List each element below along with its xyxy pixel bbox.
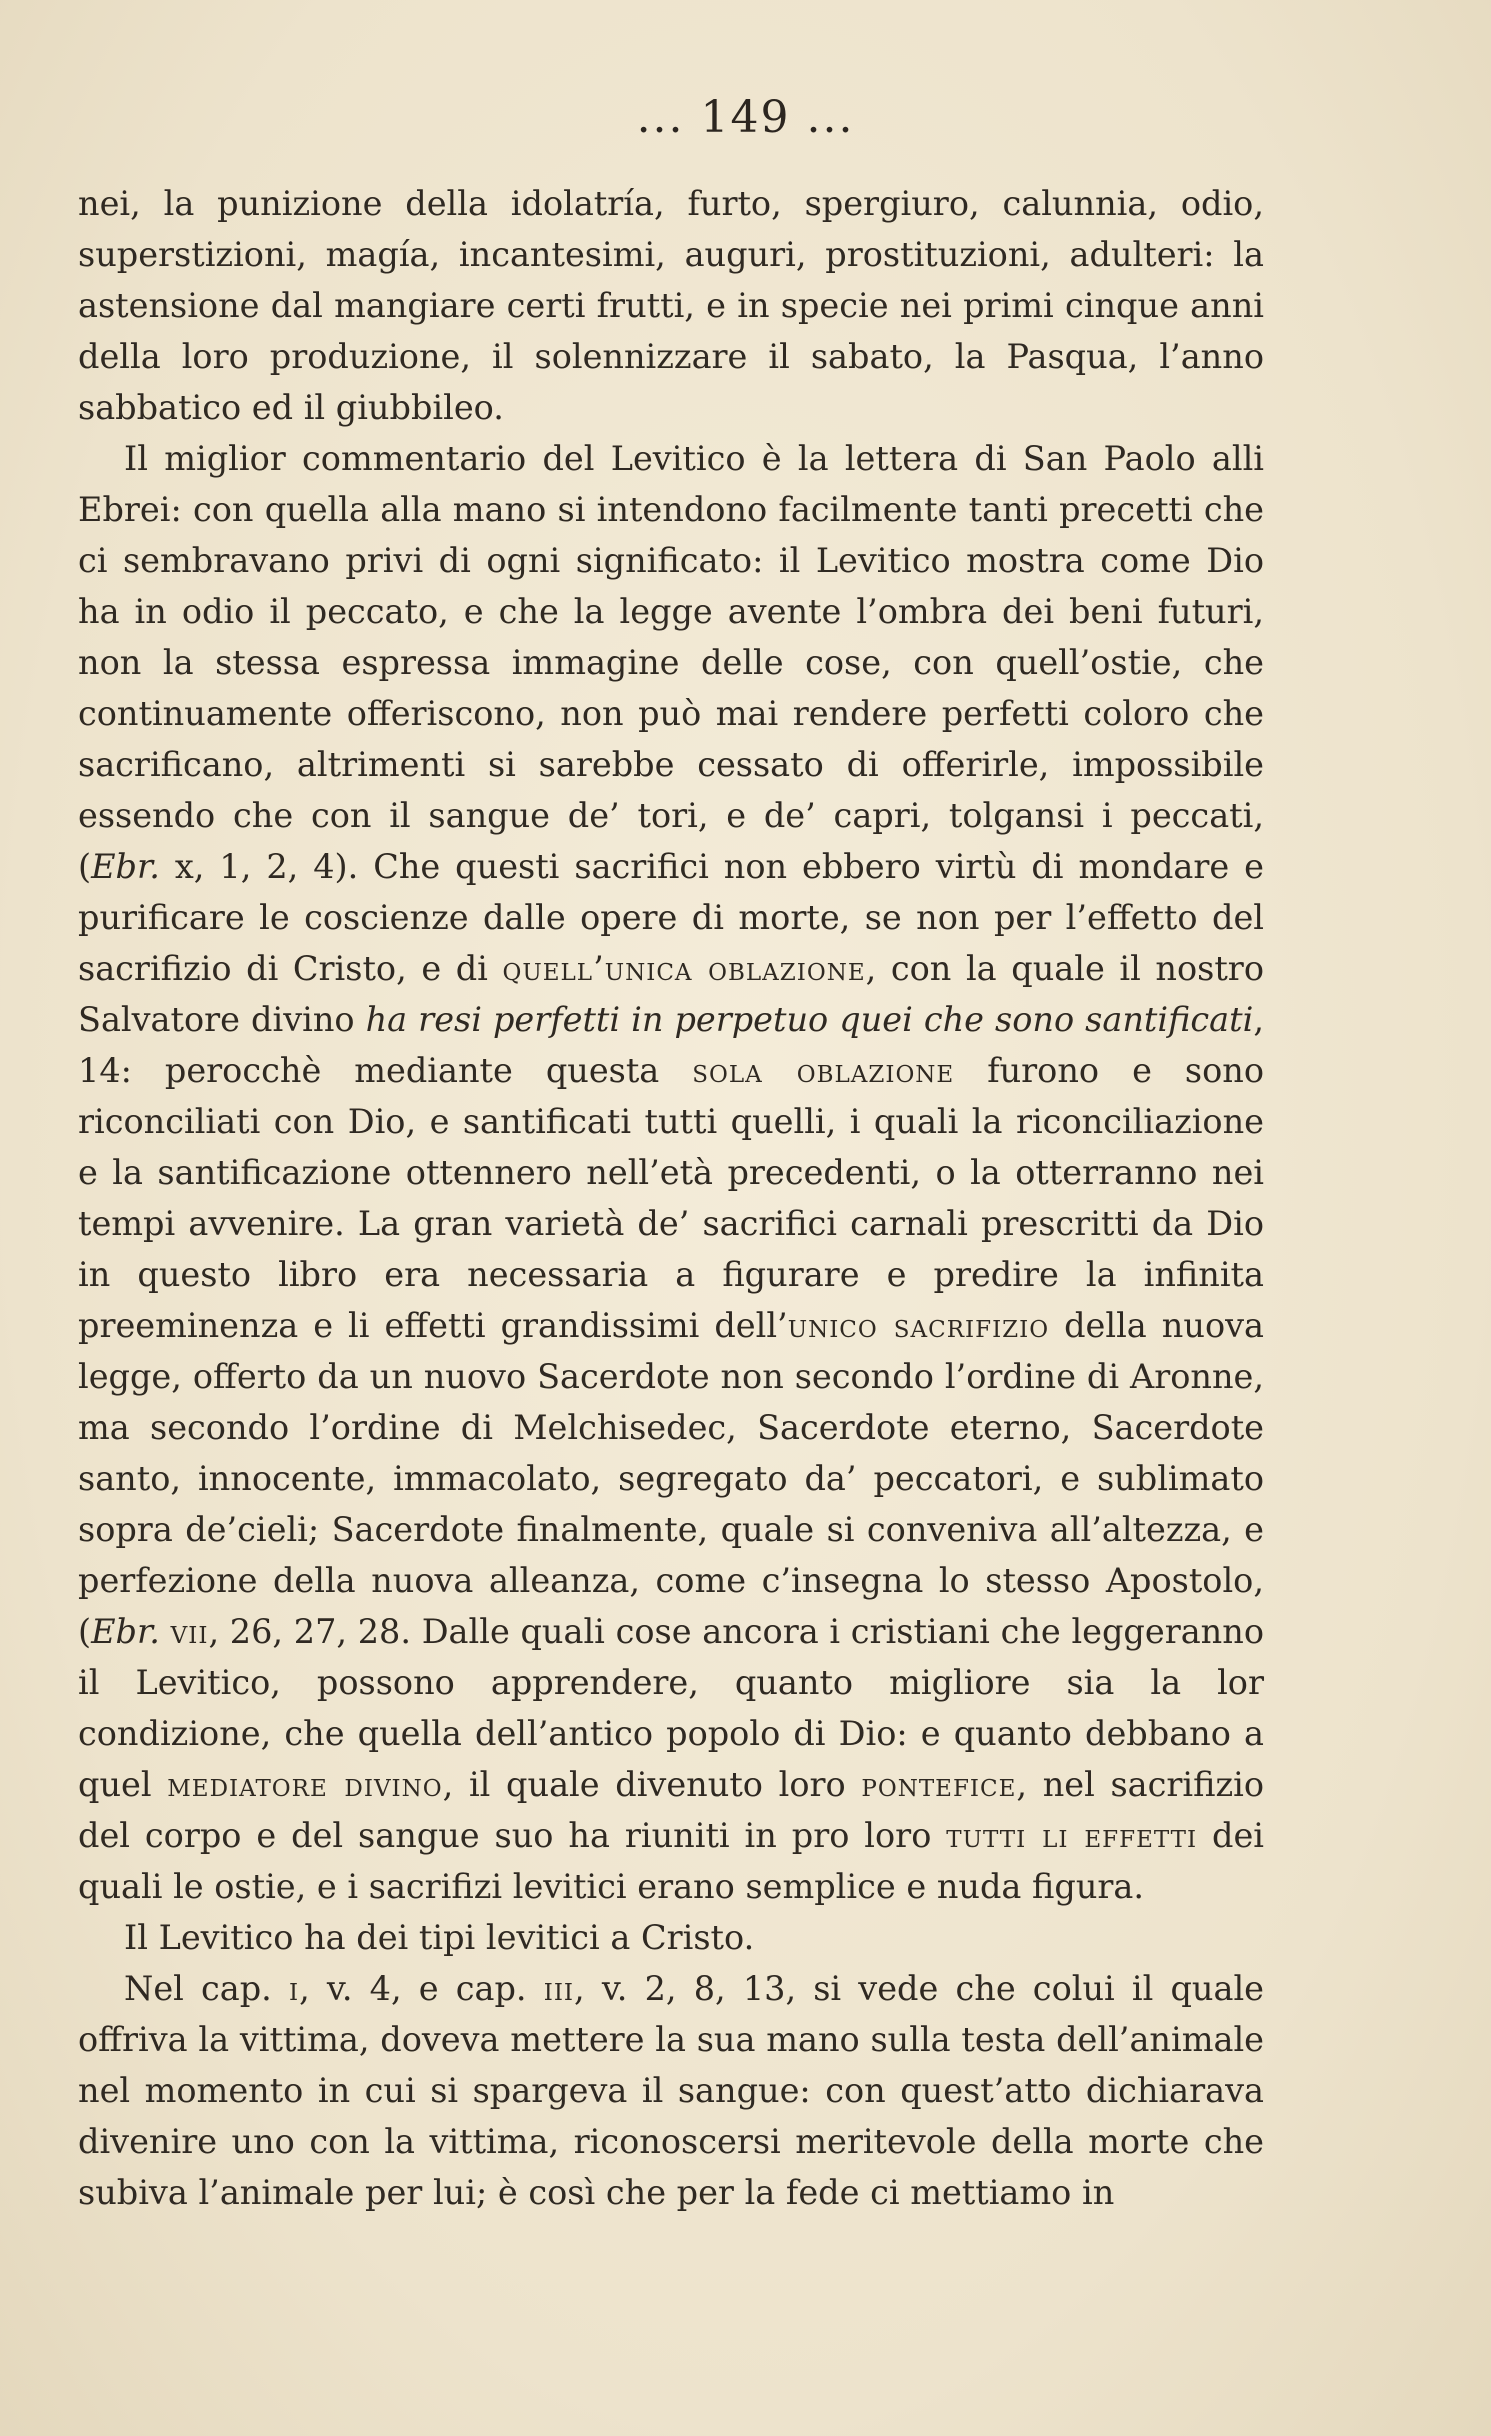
text-span: , v. 4, e cap. [299, 1969, 544, 2008]
small-caps-text: unico sacrifizio [787, 1306, 1050, 1345]
page-number-header: ... 149 ... [636, 92, 855, 143]
text-span: x, 1, 2, 4). Che questi sacrifici non ebbero virtù di mondare e purificare le coscienze dalle opere di morte, se non per l’effetto del sacrifizio di Cristo, e di [78, 847, 1264, 988]
text-span: nei, la punizione della idolatría, furto, spergiuro, calunnia, odio, superstizioni, magía, incantesimi, auguri, prostituzioni, adulteri: la astensione dal mangiare certi frutti, e in specie nei primi cinque anni della loro produzione, il solennizzare il sabato, la Pasqua, l’anno sabbatico ed il giubbileo. [78, 184, 1264, 427]
paragraph [78, 1963, 1264, 2218]
text-span: Il Levitico ha dei tipi levitici a Cristo. [124, 1918, 755, 1957]
text-span: , 14: perocchè mediante questa [78, 1000, 1264, 1090]
small-caps-text: quell’unica oblazione [502, 949, 866, 988]
paragraph [78, 433, 1264, 1912]
text-span: della nuova legge, offerto da un nuovo Sacerdote non secondo l’ordine di Aronne, ma secondo l’ordine di Melchisedec, Sacerdote eterno, Sacerdote santo, innocente, immacolato, segregato da’ peccatori, e sublimato sopra de’cieli; Sacerdote finalmente, quale si conveniva all’altezza, e perfezione della nuova alleanza, come c’insegna lo stesso Apostolo, ( [78, 1306, 1265, 1651]
text-span: , con la quale il nostro Salvatore divino [78, 949, 1264, 1039]
small-caps-text: vii [170, 1612, 209, 1651]
text-span: , nel sacrifizio del corpo e del sangue suo ha riuniti in pro loro [78, 1765, 1265, 1855]
paragraph [78, 178, 1264, 433]
italic-text: Ebr. [91, 1612, 160, 1651]
text-span [160, 1612, 171, 1651]
text-span: , v. 2, 8, 13, si vede che colui il quale offriva la vittima, doveva mettere la sua mano sulla testa dell’animale nel momento in cui si spargeva il sangue: con quest’atto dichiarava divenire uno con la vittima, riconoscersi meritevole della morte che subiva l’animale per lui; è così che per la fede ci mettiamo in [78, 1969, 1265, 2212]
small-caps-text: pontefice [861, 1765, 1017, 1804]
paragraph [78, 1912, 1264, 1963]
text-span: dei quali le ostie, e i sacrifizi levitici erano semplice e nuda figura. [78, 1816, 1264, 1906]
italic-text: Ebr. [91, 847, 160, 886]
text-span: furono e sono riconciliati con Dio, e santificati tutti quelli, i quali la riconciliazione e la santificazione ottennero nell’età precedenti, o la otterranno nei tempi avvenire. La gran varietà de’ sacrifici carnali prescritti da Dio in questo libro era necessaria a figurare e predire la infinita preeminenza e li effetti grandissimi dell’ [78, 1051, 1264, 1345]
small-caps-text: sola oblazione [692, 1051, 955, 1090]
small-caps-text: i [289, 1969, 300, 2008]
italic-text: ha resi perfetti in perpetuo quei che sono santificati [365, 1000, 1254, 1039]
small-caps-text: mediatore divino [167, 1765, 443, 1804]
text-span: , 26, 27, 28. Dalle quali cose ancora i cristiani che leggeranno il Levitico, possono apprendere, quanto migliore sia la lor condizione, che quella dell’antico popolo di Dio: e quanto debbano a quel [78, 1612, 1264, 1804]
small-caps-text: iii [543, 1969, 575, 2008]
small-caps-text: tutti li effetti [946, 1816, 1198, 1855]
text-span: Nel cap. [124, 1969, 289, 2008]
body-text [78, 178, 1264, 2218]
text-span: Il miglior commentario del Levitico è la lettera di San Paolo alli Ebrei: con quella alla mano si intendono facilmente tanti precetti che ci sembravano privi di ogni significato: il Levitico mostra come Dio ha in odio il peccato, e che la legge avente l’ombra dei beni futuri, non la stessa espressa immagine delle cose, con quell’ostie, che continuamente offeriscono, non può mai rendere perfetti coloro che sacrificano, altrimenti si sarebbe cessato di offerirle, impossibile essendo che con il sangue de’ tori, e de’ capri, tolgansi i peccati, ( [78, 439, 1264, 886]
text-span: , il quale divenuto loro [442, 1765, 862, 1804]
